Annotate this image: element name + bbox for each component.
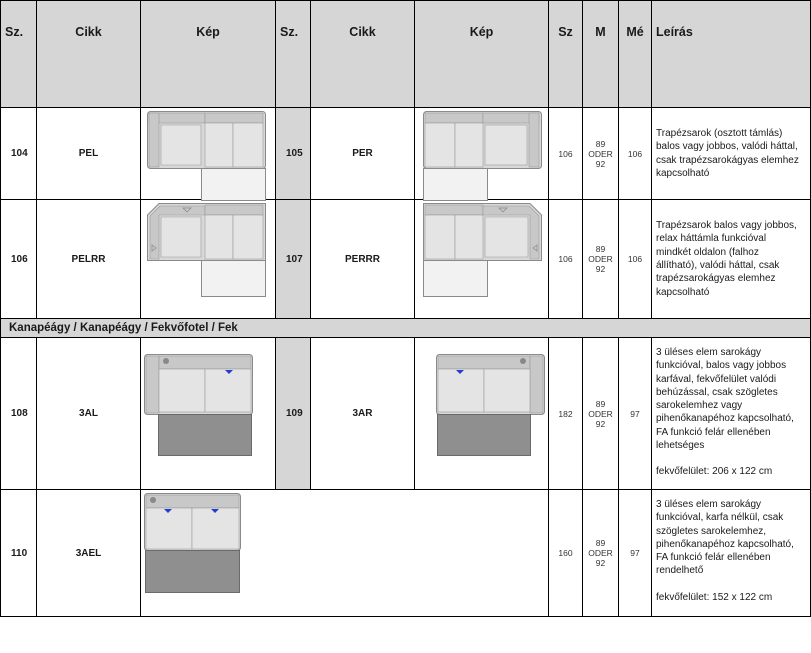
- height-line: 92: [595, 158, 606, 169]
- col-header-magassag: M: [583, 1, 619, 108]
- col-header-sz-2: Sz.: [276, 1, 311, 108]
- item-number: 106: [1, 200, 37, 319]
- col-header-kep-2: Kép: [415, 1, 549, 108]
- col-header-sz: Sz.: [1, 1, 37, 108]
- description-text: Trapézsarok (osztott támlás) balos vagy jobbos, valódi háttal, csak trapézsarokágyas elemhez kapcsolható: [656, 127, 799, 179]
- depth-value: 97: [619, 338, 652, 490]
- height-value: [583, 200, 619, 319]
- item-code: PER: [311, 108, 415, 200]
- col-header-cikk: Cikk: [37, 1, 141, 108]
- height-line: ODER: [588, 148, 613, 159]
- height-line: 92: [595, 558, 606, 568]
- width-value: 182: [549, 338, 583, 490]
- item-number: 104: [1, 108, 37, 200]
- col-header-melyseg: Mé: [619, 1, 652, 108]
- sleeping-area-text: fekvőfelület: 206 x 122 cm: [656, 466, 773, 478]
- description-text: 3 üléses elem sarokágy funkcióval, balos vagy jobbos karfával, fekvőfelület valódi behúzással, csak szögletes sarokelemhez vagy pihenőkanapéhoz kapcsolható, FA funkció felár ellenében lehetséges: [656, 347, 794, 452]
- col-header-cikk-2: Cikk: [311, 1, 415, 108]
- width-value: 106: [549, 200, 583, 319]
- col-header-leiras: Leírás: [652, 1, 811, 108]
- col-header-kep: Kép: [141, 1, 276, 108]
- height-line: ODER: [588, 254, 613, 264]
- item-code: PEL: [37, 108, 141, 200]
- height-value: [583, 338, 619, 490]
- description-cell: [652, 490, 811, 617]
- height-line: 89: [595, 244, 606, 254]
- item-number: 109: [276, 338, 311, 490]
- item-number: 110: [1, 490, 37, 617]
- sofa-bed-3-no-arm-icon: [141, 490, 549, 617]
- item-code: 3AL: [37, 338, 141, 490]
- height-line: 89: [595, 538, 606, 548]
- description-cell: [652, 338, 811, 490]
- item-code: PELRR: [37, 200, 141, 319]
- depth-value: 106: [619, 108, 652, 200]
- description-cell: [652, 200, 811, 319]
- description-text: 3 üléses elem sarokágy funkcióval, karfa nélkül, csak szögletes sarokelemhez, pihenőkanapéhoz kapcsolható, FA funkció felár ellenében rendelhető: [656, 499, 794, 577]
- width-value: 160: [549, 490, 583, 617]
- description-cell: [652, 108, 811, 200]
- trapez-corner-relax-left-icon: [141, 200, 276, 319]
- section-title: Kanapéágy / Kanapéágy / Fekvőfotel / Fek: [1, 319, 811, 338]
- item-number: 107: [276, 200, 311, 319]
- trapez-corner-relax-right-icon: [415, 200, 549, 319]
- height-line: 92: [595, 264, 606, 274]
- height-value: [583, 108, 619, 200]
- description-text: Trapézsarok balos vagy jobbos, relax háttámla funkcióval mindkét oldalon (falhoz állítható), valódi háttal, csak trapézsarokágyas elemhez kapcsolható: [656, 220, 797, 298]
- table-row: [1, 490, 811, 617]
- table-row: [1, 200, 811, 319]
- height-line: 89: [595, 138, 606, 149]
- height-line: 92: [595, 418, 606, 429]
- trapez-corner-right-icon: [415, 108, 549, 200]
- depth-value: 97: [619, 490, 652, 617]
- depth-value: 106: [619, 200, 652, 319]
- item-code: 3AR: [311, 338, 415, 490]
- col-header-szelesseg: Sz: [549, 1, 583, 108]
- section-header-row: [1, 319, 811, 338]
- sofa-bed-3-left-icon: [141, 338, 276, 490]
- header-row: [1, 1, 811, 108]
- height-line: ODER: [588, 548, 613, 558]
- item-code: 3AEL: [37, 490, 141, 617]
- height-line: 89: [595, 398, 606, 409]
- width-value: 106: [549, 108, 583, 200]
- table-row: [1, 338, 811, 490]
- item-number: 105: [276, 108, 311, 200]
- table-row: [1, 108, 811, 200]
- item-number: 108: [1, 338, 37, 490]
- trapez-corner-left-icon: [141, 108, 276, 200]
- sleeping-area-text: fekvőfelület: 152 x 122 cm: [656, 591, 773, 603]
- sofa-bed-3-right-icon: [415, 338, 549, 490]
- height-line: ODER: [588, 408, 613, 419]
- item-code: PERRR: [311, 200, 415, 319]
- height-value: [583, 490, 619, 617]
